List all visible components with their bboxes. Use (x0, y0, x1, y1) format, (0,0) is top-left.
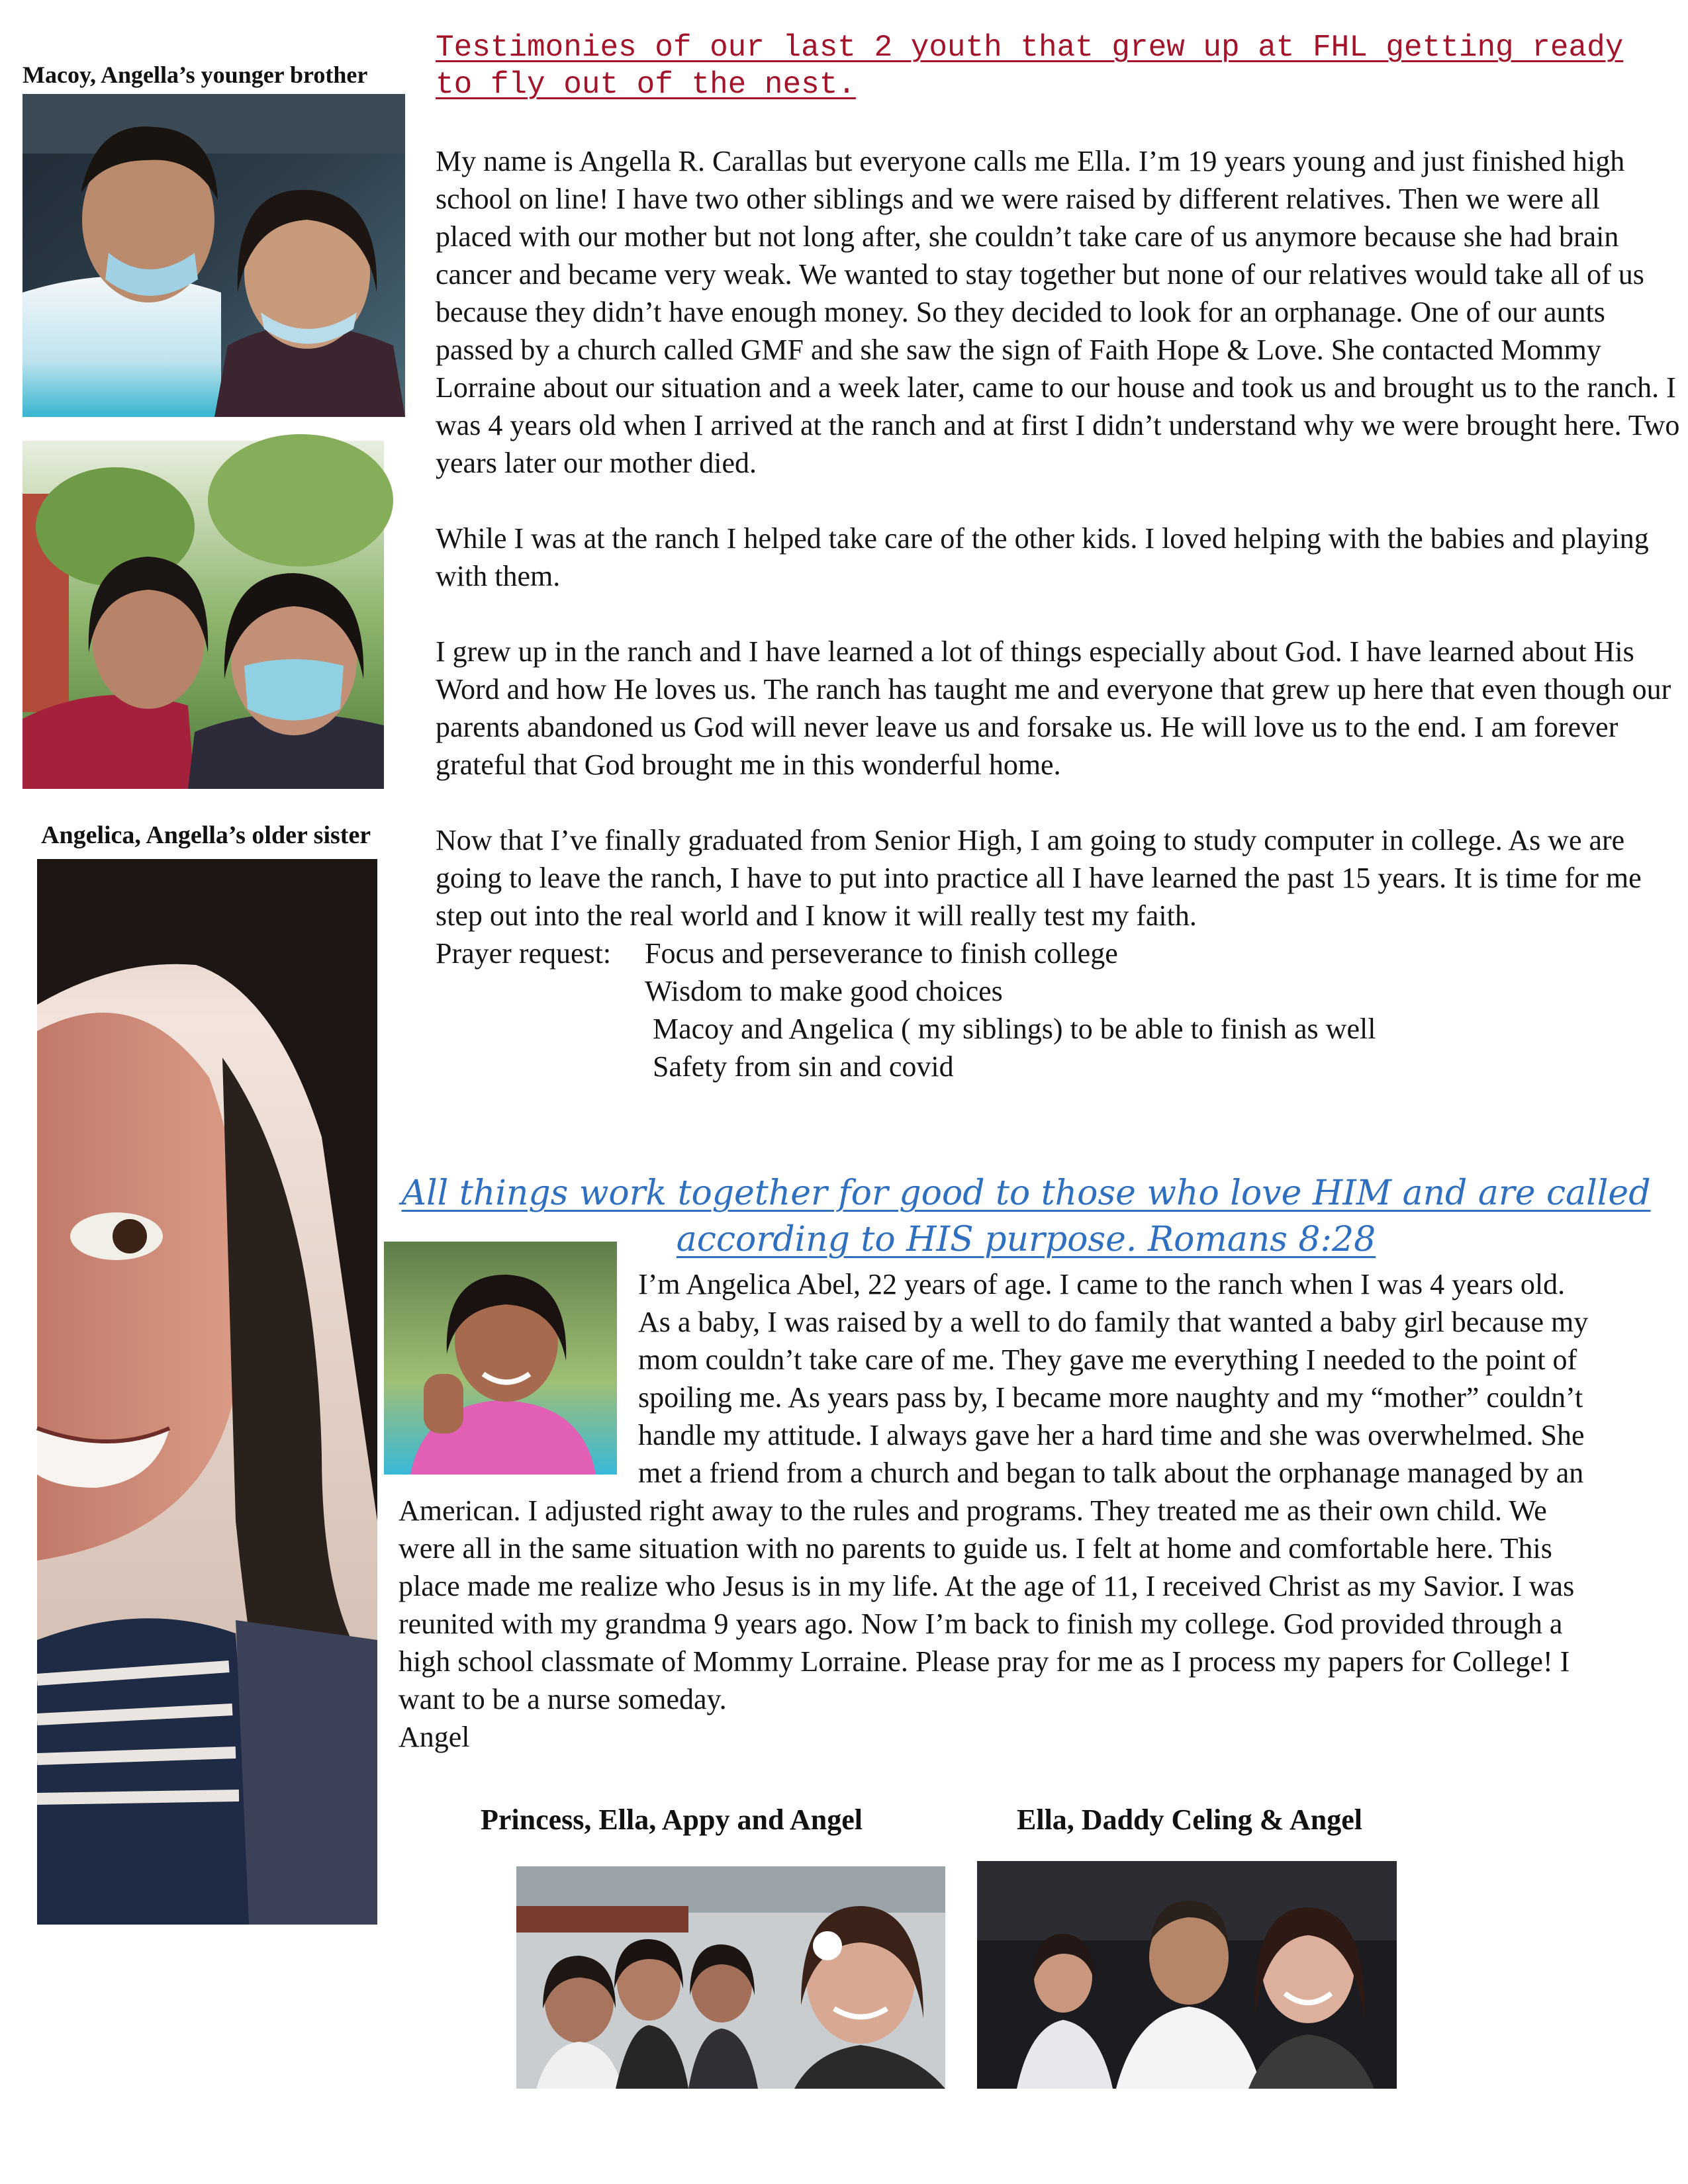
prayer-item: Safety from sin and covid (653, 1050, 954, 1083)
bible-verse (371, 1170, 1681, 1259)
caption-group-photo-2: Ella, Daddy Celing & Angel (1017, 1803, 1362, 1836)
caption-macoy: Macoy, Angella’s younger brother (23, 62, 368, 88)
photo-macoy-and-angella (23, 94, 405, 417)
angel-paragraph: I’m Angelica Abel, 22 years of age. I came to the ranch when I was 4 years old. As a baby, I was raised by a well to do family that wanted a baby girl because my mom couldn’t take care of me. They gave me everything I needed to the point of spoiling me. As years pass by, I became more naughty and my “mother” couldn’t handle my attitude. I always gave her a hard time and she was overwhelmed. She met a friend from a church and began to talk about the orphanage managed by an American. I adjusted right away to the rules and programs. They treated me as their own child. We were all in the same situation with no parents to guide us. I felt at home and comfortable here. This place made me realize who Jesus is in my life. At the age of 11, I received Christ as my Savior. I was reunited with my grandma 9 years ago. Now I’m back to finish my college. God provided through a high school classmate of Mommy Lorraine. Please pray for me as I process my papers for College! I want to be a nurse someday. (399, 1268, 1589, 1715)
photo-angelica-portrait (37, 859, 377, 1925)
photo-group-four-girls (516, 1866, 945, 2089)
caption-angelica: Angelica, Angella’s older sister (41, 821, 371, 849)
ella-paragraph: I grew up in the ranch and I have learned a lot of things especially about God. I have learned about His Word and how He loves us. The ranch has taught me and everyone that grew up here that even though our parents abandoned us God will never leave us and forsake us. He will love us to the end. I am forever grateful that God brought me in this wonderful home. (436, 635, 1671, 781)
prayer-request (436, 934, 1680, 972)
headline-text: Testimonies of our last 2 youth that grew up at FHL getting ready to fly out of the nest. (436, 30, 1624, 102)
prayer-item: Focus and perseverance to finish college (645, 937, 1118, 970)
ella-testimony (436, 142, 1680, 1085)
photo-ella-daddy-celing-angel (977, 1861, 1397, 2089)
ella-paragraph: Now that I’ve finally graduated from Senior High, I am going to study computer in college. As we are going to leave the ranch, I have to put into practice all I have learned the past 15 years. It is time for me step out into the real world and I know it will really test my faith. (436, 824, 1642, 932)
prayer-label: Prayer request: (436, 937, 612, 970)
photo-spacer (399, 1265, 638, 1484)
newsletter-headline (436, 29, 1673, 103)
prayer-item: Wisdom to make good choices (645, 975, 1003, 1007)
prayer-item: Macoy and Angelica ( my siblings) to be able to finish as well (653, 1013, 1376, 1045)
angel-testimony (399, 1265, 1597, 1756)
caption-group-photo-1: Princess, Ella, Appy and Angel (481, 1803, 863, 1836)
ella-paragraph: While I was at the ranch I helped take care of the other kids. I loved helping with the babies and playing with them. (436, 522, 1649, 592)
angel-signature: Angel (399, 1721, 470, 1753)
bible-verse-text: All things work together for good to those who love HIM and are called according to HIS purpose. Romans 8:28 (401, 1173, 1651, 1259)
photo-angelica-and-angella (23, 441, 384, 789)
ella-paragraph: My name is Angella R. Carallas but everyone calls me Ella. I’m 19 years young and just finished high school on line! I have two other siblings and we were raised by different relatives. Then we were all placed with our mother but not long after, she couldn’t take care of us anymore because she had brain cancer and became very weak. We wanted to stay together but none of our relatives would take all of us because they didn’t have enough money. So they decided to look for an orphanage. One of our aunts passed by a church called GMF and she saw the sign of Faith Hope & Love. She contacted Mommy Lorraine about our situation and a week later, came to our house and took us and brought us to the ranch. I was 4 years old when I arrived at the ranch and at first I didn’t understand why we were brought here. Two years later our mother died. (436, 145, 1680, 479)
